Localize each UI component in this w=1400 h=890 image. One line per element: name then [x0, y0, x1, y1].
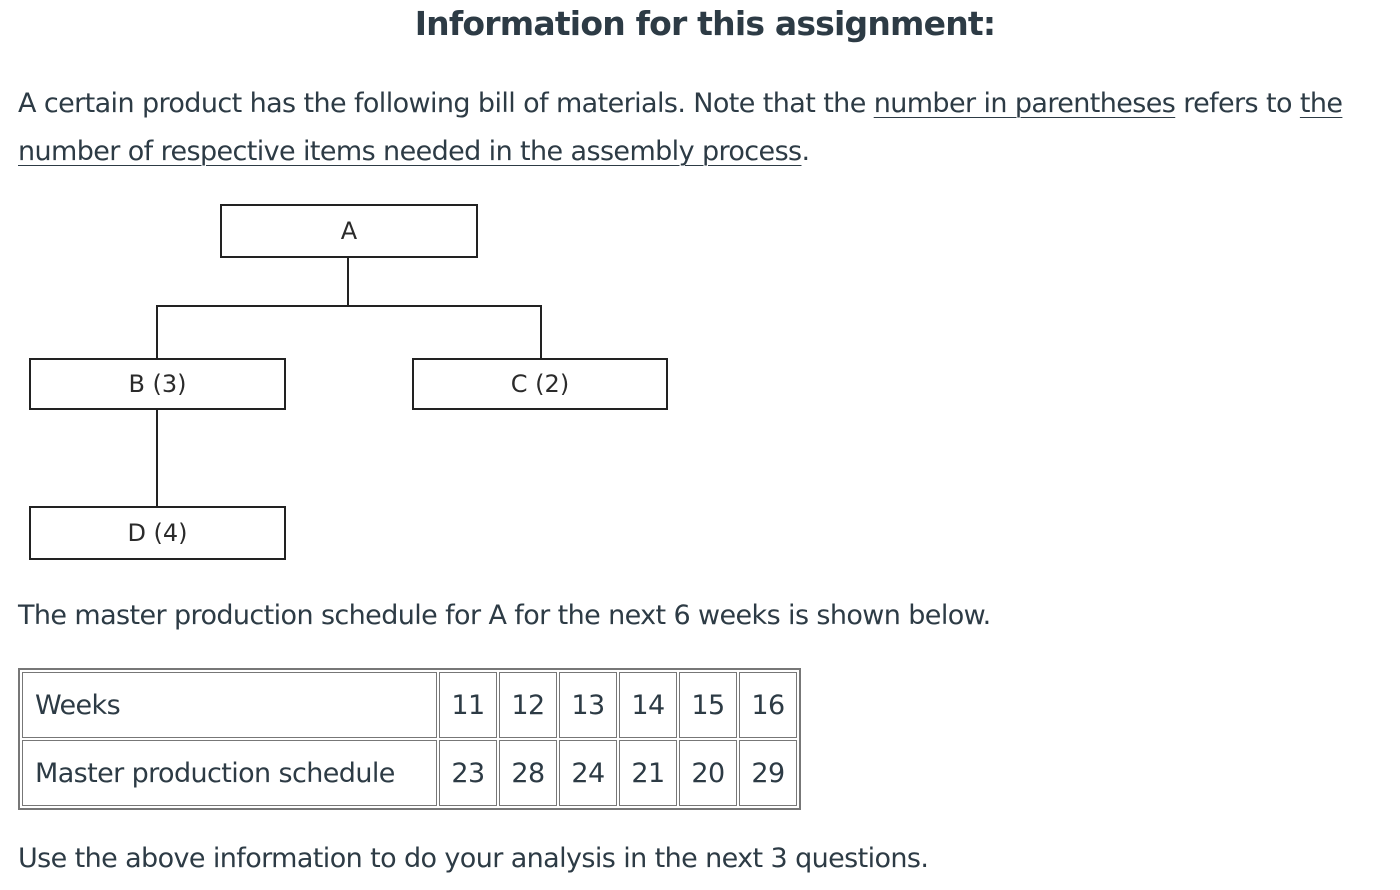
row-label: Master production schedule — [22, 740, 437, 806]
table-cell: 16 — [739, 672, 797, 738]
table-cell: 11 — [439, 672, 497, 738]
table-row-weeks — [22, 672, 797, 738]
connector-to-c — [540, 305, 542, 360]
intro-text-between: refers to — [1175, 88, 1300, 119]
table-cell: 21 — [619, 740, 677, 806]
connector-root-down — [347, 256, 349, 306]
connector-b-to-d — [156, 408, 158, 508]
table-cell: 14 — [619, 672, 677, 738]
closing-instruction: Use the above information to do your analysis in the next 3 questions. — [18, 843, 929, 874]
table-cell: 23 — [439, 740, 497, 806]
bom-node-c: C (2) — [412, 358, 668, 410]
table-row-mps — [22, 740, 797, 806]
page-title: Information for this assignment: — [414, 4, 996, 43]
mps-intro-text: The master production schedule for A for the next 6 weeks is shown below. — [18, 600, 991, 631]
table-cell: 28 — [499, 740, 557, 806]
bom-node-d: D (4) — [29, 506, 286, 560]
bill-of-materials-diagram — [0, 195, 700, 575]
bom-node-b: B (3) — [29, 358, 286, 410]
table-cell: 12 — [499, 672, 557, 738]
intro-text-after: . — [801, 136, 810, 167]
table-cell: 13 — [559, 672, 617, 738]
table-cell: 20 — [679, 740, 737, 806]
intro-text-before: A certain product has the following bill of materials. Note that the — [18, 88, 874, 119]
intro-paragraph — [18, 80, 1400, 176]
table-cell: 29 — [739, 740, 797, 806]
bom-node-a: A — [220, 204, 478, 258]
intro-underlined-number-in-parentheses: number in parentheses — [873, 88, 1176, 119]
connector-to-b — [156, 305, 158, 360]
table-cell: 15 — [679, 672, 737, 738]
table-cell: 24 — [559, 740, 617, 806]
connector-horizontal — [156, 305, 542, 307]
master-production-schedule-table — [18, 668, 801, 810]
intro-underlined-assembly-items: the number of respective items needed in the assembly process — [18, 88, 1343, 167]
row-label: Weeks — [22, 672, 437, 738]
